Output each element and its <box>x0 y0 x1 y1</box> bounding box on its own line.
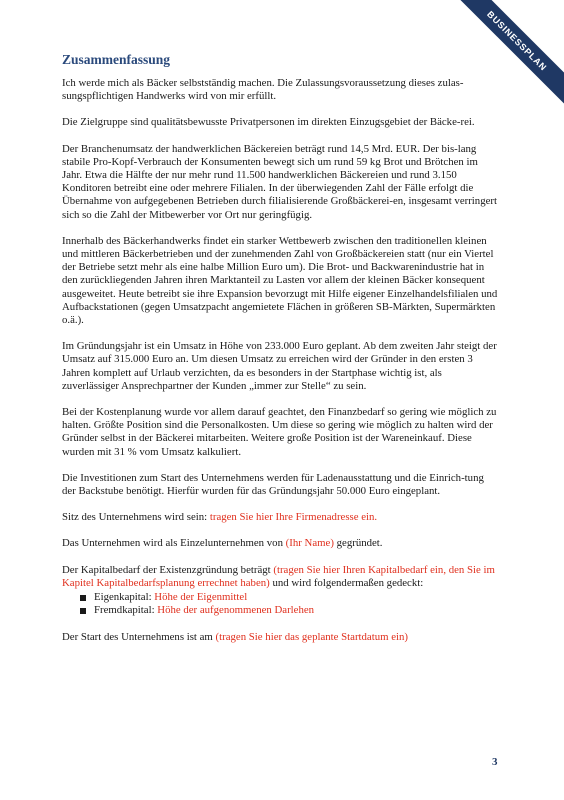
capital-amount-placeholder: (tragen Sie hier Ihren Kapitalbedarf ein, den Sie im Kapitel Kapitalbedarfsplanung errechnet haben) <box>62 563 495 589</box>
capital-suffix: und wird folgendermaßen gedeckt: <box>269 576 424 589</box>
start-date-placeholder: (tragen Sie hier das geplante Startdatum ein) <box>215 630 409 643</box>
seat-prefix: Sitz des Unternehmens wird sein: <box>62 511 210 524</box>
equity-label: Eigenkapital: <box>94 591 155 604</box>
paragraph-costs: Bei der Kostenplanung wurde vor allem darauf geachtet, den Finanzbedarf so gering wie möglich zu halten. Größte Position sind die Personalkosten. Um diese so gering wie möglich zu halten wird der Gründer selbst in der Bäckerei mitarbeiten. Weitere große Position ist der Wareneinkauf. Diese wurden mit 31 % vom Umsatz kalkuliert. <box>62 406 497 458</box>
company-address-placeholder: tragen Sie hier Ihre Firmenadresse ein. <box>209 511 378 524</box>
paragraph-target-group: Die Zielgruppe sind qualitätsbewusste Privatpersonen im direkten Einzugsgebiet der Bäcke-rei. <box>62 116 475 129</box>
legal-form-suffix: gegründet. <box>333 537 383 550</box>
list-item <box>80 591 498 604</box>
debt-placeholder: Höhe der aufgenommenen Darlehen <box>157 604 315 617</box>
bullet-square-icon <box>80 608 86 614</box>
paragraph-start-date <box>62 631 498 644</box>
start-prefix: Der Start des Unternehmens ist am <box>62 630 216 643</box>
capital-list <box>62 591 498 617</box>
paragraph-revenue: Im Gründungsjahr ist ein Umsatz in Höhe von 233.000 Euro geplant. Ab dem zweiten Jahr steigt der Umsatz auf 315.000 Euro an. Um diesen Umsatz zu erreichen wird der Gründer in den ersten 3 Jahren komplett auf Urlaub verzichten, da es besonders in der Startphase wichtig ist, als zuverlässiger Ansprechpartner der Kunden „immer zur Stelle“ zu sein. <box>62 340 497 392</box>
paragraph-capital <box>62 564 498 590</box>
page-number: 3 <box>492 756 498 768</box>
section-heading: Zusammenfassung <box>62 52 171 67</box>
paragraph-industry: Der Branchenumsatz der handwerklichen Bäckereien beträgt rund 14,5 Mrd. EUR. Der bis-lang stabile Pro-Kopf-Verbrauch der Konsumenten bewegt sich um rund 59 kg Brot und Brötchen im Jahr. Etwa die Hälfte der nur mehr rund 11.500 handwerklichen Bäckereien und rund 3.150 Konditoren betreibt eine oder mehrere Filialen. In der überwiegenden Zahl der Fälle erfolgt die Übernahme von aufgegebenen Betrieben durch filialisierende Großbäckerei-en, insgesamt verringert sich so die Zahl der Mitbewerber vor Ort nur geringfügig. <box>62 142 497 221</box>
list-item <box>80 604 498 617</box>
paragraph-intro: Ich werde mich als Bäcker selbstständig machen. Die Zulassungsvoraussetzung dieses zulas-sungspflichtigen Handwerks wird von mir erfüllt. <box>62 77 464 103</box>
document-body <box>62 52 498 657</box>
owner-name-placeholder: (Ihr Name) <box>285 537 334 550</box>
equity-placeholder: Höhe der Eigenmittel <box>154 591 248 604</box>
paragraph-company-seat <box>62 511 498 524</box>
ribbon-label: BUSINESSPLAN <box>449 0 564 109</box>
paragraph-legal-form <box>62 537 498 550</box>
legal-form-prefix: Das Unternehmen wird als Einzelunternehmen von <box>62 537 286 550</box>
paragraph-competition: Innerhalb des Bäckerhandwerks findet ein starker Wettbewerb zwischen den traditionellen kleinen und mittleren Bäckerbetrieben und der zunehmenden Zahl von Großbäckereien statt (nur ein Viertel der Betriebe setzt mehr als eine halbe Million Euro um). Die Brot- und Backwarenindustrie hat in den zurückliegenden Jahren ihren Marktanteil zu Lasten vor allem der kleinen Bäcker konsequent ausgeweitet. Heute betreibt sie ihre Expansion bevorzugt mit Hilfe eigener Einzelhandelsfilialen und Aufbackstationen (gegen Umsatzpacht angemietete Flächen in größeren SB-Märkten, Supermärkten o.ä.). <box>62 234 498 327</box>
capital-prefix: Der Kapitalbedarf der Existenzgründung beträgt <box>62 563 274 576</box>
bullet-square-icon <box>80 595 86 601</box>
paragraph-investment: Die Investitionen zum Start des Unternehmens werden für Ladenausstattung und die Einrich-tung der Backstube benötigt. Hierfür wurden für das Gründungsjahr 50.000 Euro eingeplant. <box>62 471 484 498</box>
debt-label: Fremdkapital: <box>94 604 158 617</box>
